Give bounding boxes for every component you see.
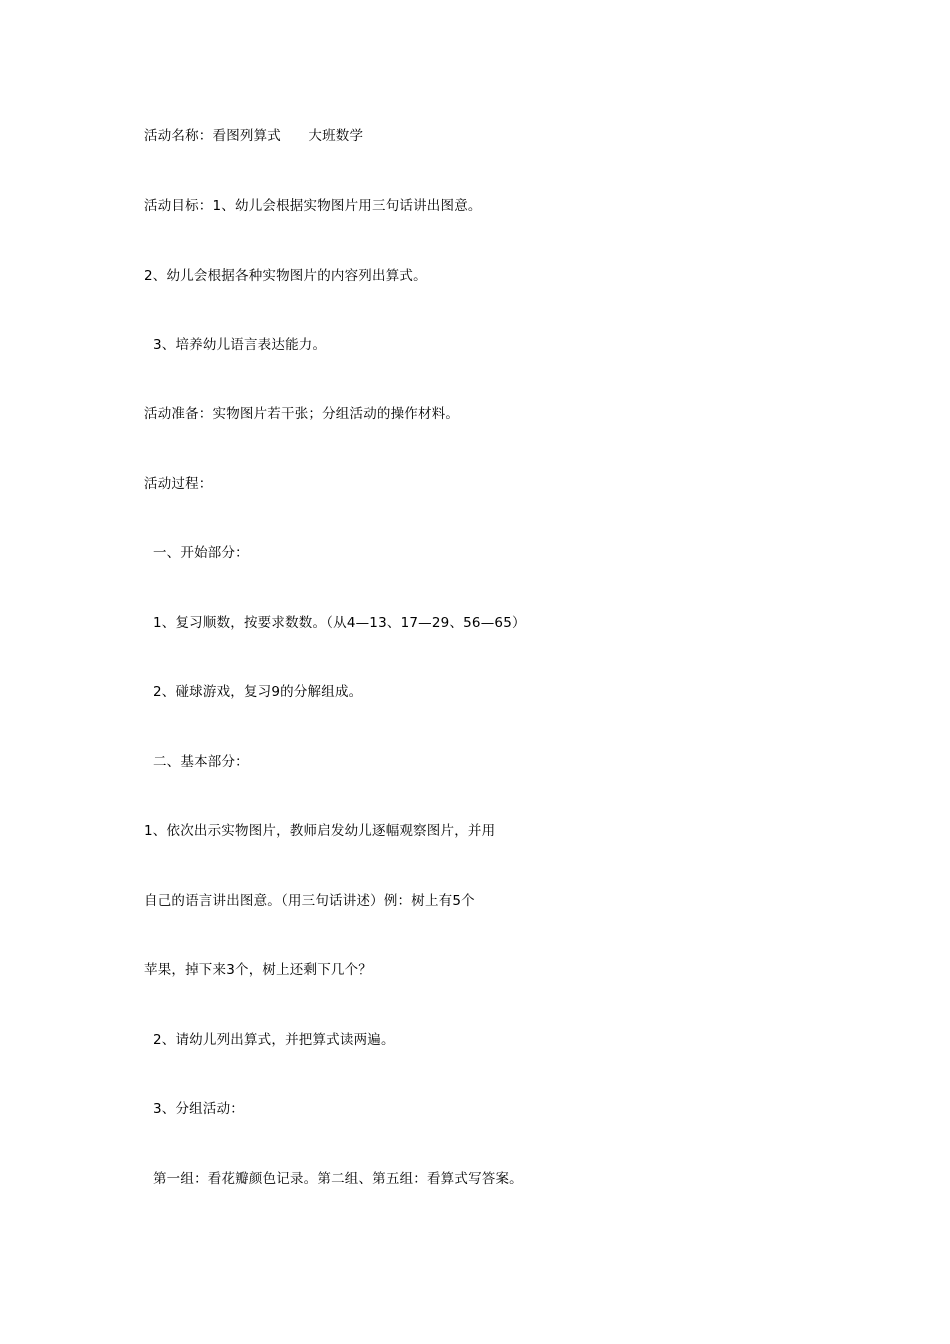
activity-goal-line: 活动目标：1、幼儿会根据实物图片用三句话讲出图意。: [144, 198, 482, 214]
basic-item-1-line-2: 自己的语言讲出图意。（用三句话讲述）例：树上有5个: [144, 893, 475, 909]
basic-item-1-line-1: 1、依次出示实物图片，教师启发幼儿逐幅观察图片，并用: [144, 823, 496, 839]
basic-item-2: 2、请幼儿列出算式，并把算式读两遍。: [144, 1032, 395, 1048]
activity-preparation-line: 活动准备：实物图片若干张；分组活动的操作材料。: [144, 406, 460, 422]
goal-item-2: 2、幼儿会根据各种实物图片的内容列出算式。: [144, 268, 427, 284]
start-item-2: 2、碰球游戏，复习9的分解组成。: [144, 684, 363, 700]
group-activity-line: 第一组：看花瓣颜色记录。第二组、第五组：看算式写答案。: [144, 1171, 523, 1187]
activity-name-line: 活动名称：看图列算式 大班数学: [144, 128, 364, 144]
start-item-1: 1、复习顺数，按要求数数。（从4—13、17—29、56—65）: [144, 615, 526, 631]
goal-item-3: 3、培养幼儿语言表达能力。: [144, 337, 327, 353]
section-basic-heading: 二、基本部分：: [144, 754, 249, 770]
section-start-heading: 一、开始部分：: [144, 545, 249, 561]
activity-process-heading: 活动过程：: [144, 476, 213, 492]
basic-item-1-line-3: 苹果，掉下来3个，树上还剩下几个？: [144, 962, 372, 978]
basic-item-3: 3、分组活动：: [144, 1101, 244, 1117]
